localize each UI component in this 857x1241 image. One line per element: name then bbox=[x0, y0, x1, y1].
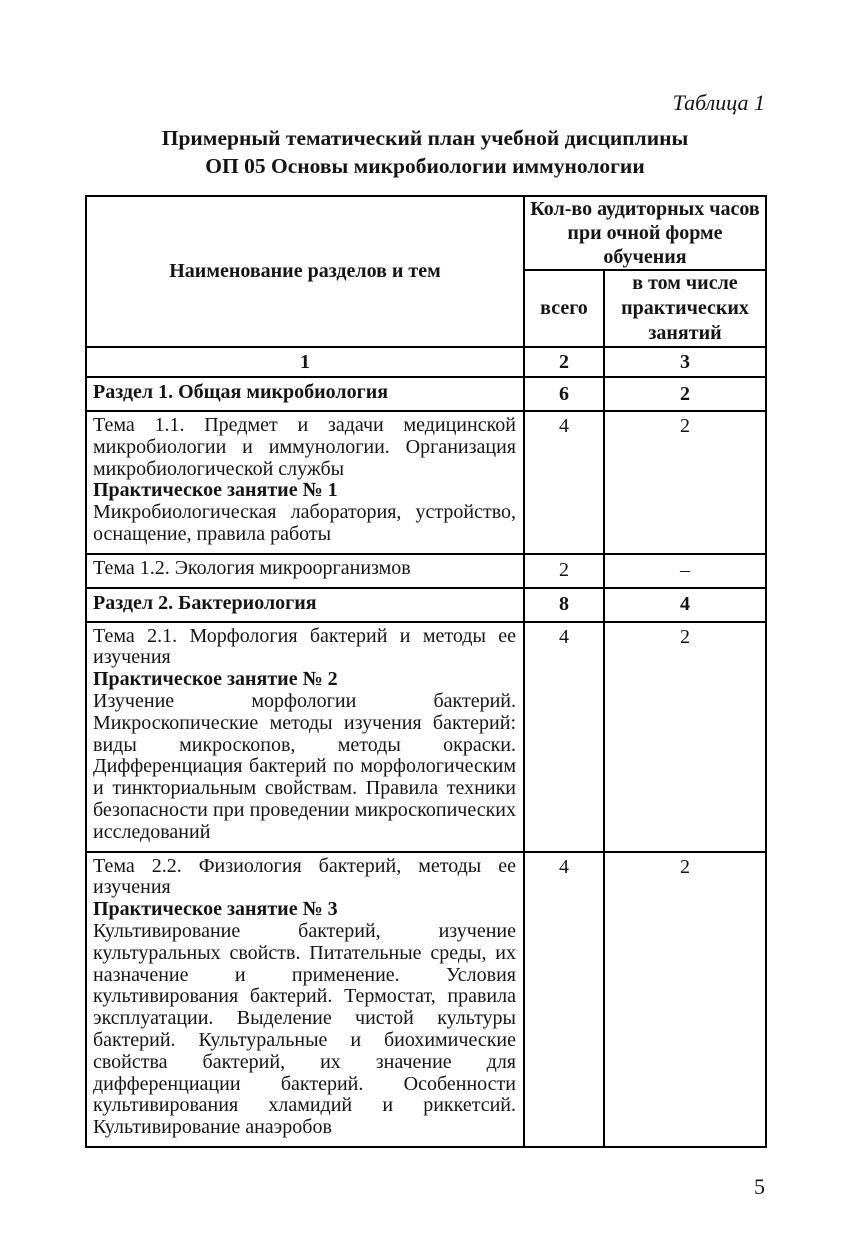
hours-practical: 2 bbox=[604, 411, 766, 554]
practical-session-text: Культивирование бактерий, изучение культуральных свойств. Питательные среды, их назначение и применение. Условия культивирования бактерий. Термостат, правила эксплуатации. Выделение чистой культуры бактерий. Культуральные и биохимические свойства бактерий, их значение для дифференциации бактерий. Особенности культивирования хламидий и риккетсий. Культивирование анаэробов bbox=[93, 919, 516, 1139]
topic-text: Тема 1.1. Предмет и задачи медицинской микробиологии и иммунологии. Организация микробиологической службы bbox=[93, 414, 516, 480]
page-title bbox=[85, 124, 765, 180]
hours-practical: 2 bbox=[604, 622, 766, 852]
column-header-name: Наименование разделов и тем bbox=[86, 196, 524, 347]
section-name bbox=[86, 377, 524, 411]
topic-description bbox=[86, 852, 524, 1147]
hours-total: 4 bbox=[524, 622, 604, 852]
practical-session-label: Практическое занятие № 1 bbox=[93, 479, 338, 502]
column-number-3: 3 bbox=[604, 347, 766, 377]
table-row-topic-2-2 bbox=[86, 852, 766, 1147]
table-row-topic-1-1 bbox=[86, 411, 766, 554]
hours-total: 6 bbox=[524, 377, 604, 411]
section-title-text: Раздел 1. Общая микробиология bbox=[93, 381, 389, 404]
practical-session-label: Практическое занятие № 2 bbox=[93, 668, 338, 691]
practical-session-label: Практическое занятие № 3 bbox=[93, 898, 338, 921]
table-row-topic-1-2 bbox=[86, 554, 766, 588]
topic-text: Тема 1.2. Экология микроорганизмов bbox=[93, 556, 411, 579]
column-header-hours-group: Кол-во аудиторных часов при очной форме обучения bbox=[524, 196, 766, 270]
hours-total: 4 bbox=[524, 411, 604, 554]
hours-total: 8 bbox=[524, 588, 604, 622]
column-number-row bbox=[86, 347, 766, 377]
page-number: 5 bbox=[754, 1173, 765, 1199]
column-number-1: 1 bbox=[86, 347, 524, 377]
section-name bbox=[86, 588, 524, 622]
hours-practical: 2 bbox=[604, 377, 766, 411]
column-number-2: 2 bbox=[524, 347, 604, 377]
hours-practical: 2 bbox=[604, 852, 766, 1147]
hours-total: 2 bbox=[524, 554, 604, 588]
table-row-section-2 bbox=[86, 588, 766, 622]
hours-practical: 4 bbox=[604, 588, 766, 622]
page-title-line-2: ОП 05 Основы микробиологии иммунологии bbox=[205, 154, 645, 178]
hours-practical: – bbox=[604, 554, 766, 588]
hours-total: 4 bbox=[524, 852, 604, 1147]
page-title-line-1: Примерный тематический план учебной дисциплины bbox=[161, 126, 689, 150]
header-row-group bbox=[86, 196, 766, 270]
section-title-text: Раздел 2. Бактериология bbox=[93, 591, 317, 614]
practical-session-text: Изучение морфологии бактерий. Микроскопические методы изучения бактерий: виды микроскопов, методы окраски. Дифференциация бактерий по морфологическим и тинкториальным свойствам. Правила техники безопасности при проведении микроскопических исследований bbox=[93, 689, 516, 843]
practical-session-text: Микробиологическая лаборатория, устройство, оснащение, правила работы bbox=[93, 501, 516, 545]
topic-text: Тема 2.2. Физиология бактерий, методы ее изучения bbox=[93, 854, 516, 899]
table-caption: Таблица 1 bbox=[672, 90, 765, 115]
topic-description bbox=[86, 622, 524, 852]
table-row-topic-2-1 bbox=[86, 622, 766, 852]
thematic-plan-table bbox=[85, 195, 767, 1148]
topic-description bbox=[86, 554, 524, 588]
column-header-practical: в том числе практических занятий bbox=[604, 270, 766, 347]
topic-text: Тема 2.1. Морфология бактерий и методы ее изучения bbox=[93, 624, 516, 669]
table-row-section-1 bbox=[86, 377, 766, 411]
column-header-total: всего bbox=[524, 270, 604, 347]
topic-description bbox=[86, 411, 524, 554]
